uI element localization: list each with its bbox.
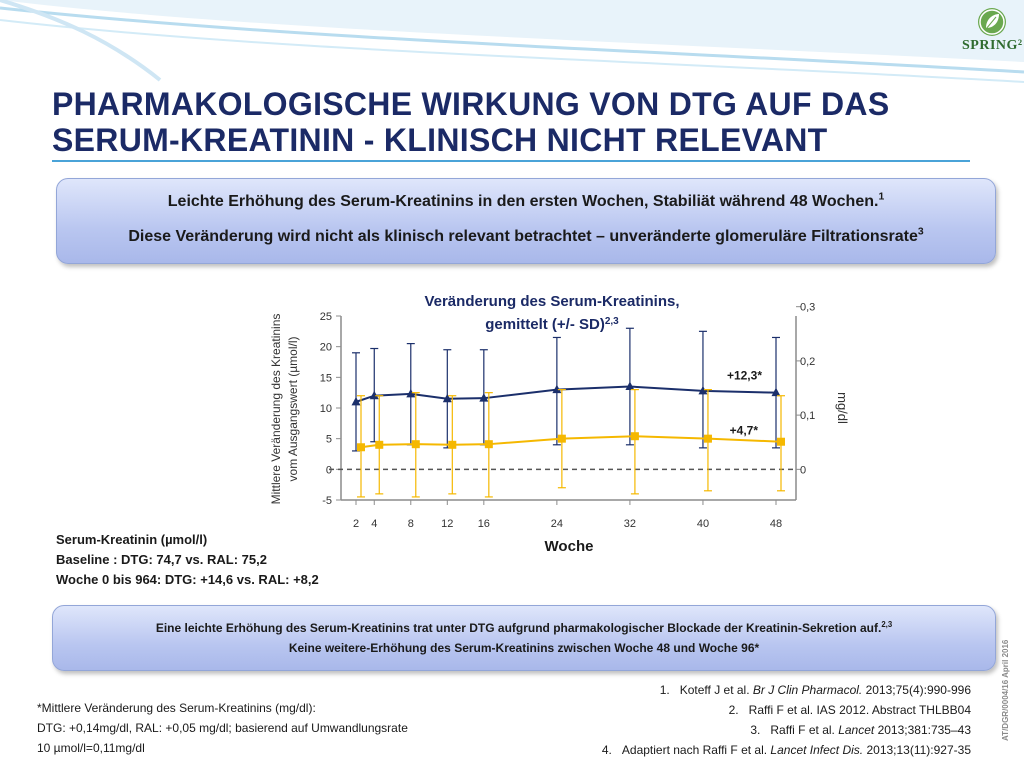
reference-num: 1.: [659, 683, 670, 697]
footnote-line1: *Mittlere Veränderung des Serum-Kreatinins (mg/dl):: [37, 701, 316, 715]
y2-tick-label: 0,3: [800, 301, 816, 314]
conclusion-box: [52, 605, 996, 671]
ral-data-point: [412, 440, 420, 448]
y-tick-label: -5: [322, 495, 332, 507]
key-message-line1-text: Leichte Erhöhung des Serum-Kreatinins in den ersten Wochen, Stabiliät während 48 Wochen.: [167, 193, 879, 210]
ral-data-point: [375, 441, 383, 449]
reference-num: 3.: [750, 723, 761, 737]
reference-journal: Br J Clin Pharmacol.: [752, 683, 863, 697]
reference-journal: Lancet: [838, 723, 875, 737]
reference-item: [602, 700, 971, 720]
reference-item: [602, 680, 971, 700]
reference-item: [602, 720, 971, 740]
summary-line3: Woche 0 bis 964: DTG: +14,6 vs. RAL: +8,2: [56, 572, 319, 587]
footnote: [37, 698, 408, 758]
y-tick-label: 0: [325, 464, 332, 477]
x-tick-label: 12: [441, 518, 454, 530]
y-axis-label-line2: vom Ausgangswert (µmol/l): [286, 336, 300, 482]
ral-data-point: [704, 435, 712, 443]
y-tick-label: 10: [319, 403, 332, 415]
ral-data-point: [357, 443, 365, 451]
y2-tick-label: 0: [800, 464, 807, 477]
x-tick-label: 8: [407, 518, 414, 530]
summary-line2: Baseline : DTG: 74,7 vs. RAL: 75,2: [56, 552, 267, 567]
x-tick-label: 24: [550, 518, 563, 530]
conclusion-line2: Keine weitere-Erhöhung des Serum-Kreatinins zwischen Woche 48 und Woche 96*: [288, 641, 760, 655]
conclusion-line1-text: Eine leichte Erhöhung des Serum-Kreatinins trat unter DTG aufgrund pharmakologischer Blockade der Kreatinin-Sekretion auf.: [155, 621, 882, 635]
chart-title: Veränderung des Serum-Kreatinins,: [424, 293, 680, 310]
ral-series-line: [361, 436, 781, 447]
conclusion-line1-sup: 2,3: [881, 620, 893, 629]
footnote-line2: DTG: +0,14mg/dl, RAL: +0,05 mg/dl; basierend auf Umwandlungsrate: [37, 721, 408, 735]
y2-axis-label: mg/dl: [835, 392, 850, 424]
reference-citation: 2013;381:735–43: [874, 723, 971, 737]
x-tick-label: 4: [371, 518, 378, 530]
reference-citation: 2013;13(11):927-35: [863, 743, 971, 757]
x-tick-label: 2: [352, 518, 360, 530]
ral-data-point: [558, 435, 566, 443]
y-axis-label-line1: Mittlere Veränderung des Kreatinins: [269, 313, 283, 505]
ral-end-label: +4,7*: [729, 423, 758, 438]
summary-line1: Serum-Kreatinin (µmol/l): [56, 532, 208, 547]
reference-citation: 2013;75(4):990-996: [862, 683, 971, 697]
document-code: AT/DGR/0004/16 April 2016: [1001, 639, 1010, 741]
reference-num: 4.: [601, 743, 612, 757]
key-message-line2-text: Diese Veränderung wird nicht als klinisch relevant betrachtet – unveränderte glomeruläre Filtrationsrate: [128, 228, 918, 245]
reference-journal: Lancet Infect Dis.: [770, 743, 864, 757]
ral-data-point: [631, 432, 639, 440]
x-tick-label: 16: [477, 518, 490, 530]
reference-text: Raffi F et al.: [770, 723, 839, 737]
reference-text: Adaptiert nach Raffi F et al.: [621, 743, 771, 757]
x-tick-label: 32: [623, 518, 637, 530]
y-tick-label: 20: [319, 341, 332, 354]
reference-item: [602, 740, 971, 760]
reference-text: Raffi F et al. IAS 2012. Abstract THLBB04: [748, 703, 971, 717]
y-tick-label: 5: [325, 433, 332, 446]
reference-text: Koteff J et al.: [679, 683, 753, 697]
y-tick-label: 25: [319, 311, 332, 323]
ral-data-point: [485, 440, 493, 448]
ral-data-point: [448, 441, 456, 449]
x-axis-label: Woche: [544, 538, 594, 555]
dtg-series-line: [356, 387, 776, 402]
ral-data-point: [777, 438, 785, 446]
x-tick-label: 48: [769, 518, 783, 530]
page-title-line2: SERUM-KREATININ - KLINISCH NICHT RELEVANT: [52, 122, 828, 158]
y2-tick-label: 0,2: [800, 355, 816, 368]
footnote-line3: 10 µmol/l=0,11mg/dl: [37, 741, 145, 755]
conclusion-line1: [53, 621, 995, 635]
baseline-summary: [56, 530, 319, 590]
chart-title-line2: gemittelt (+/- SD)$^{2,3}$: [485, 315, 619, 333]
key-message-line2-sup: 3: [917, 226, 924, 238]
references-list: [602, 680, 971, 760]
y2-tick-label: 0,1: [800, 410, 816, 423]
logo-text: SPRING²: [962, 38, 1023, 53]
dtg-end-label: +12,3*: [726, 368, 762, 383]
x-tick-label: 40: [696, 518, 710, 530]
y-tick-label: 15: [319, 372, 332, 385]
key-message-line1-sup: 1: [878, 191, 885, 203]
reference-num: 2.: [728, 703, 739, 717]
page-title-line1: PHARMAKOLOGISCHE WIRKUNG VON DTG AUF DAS: [52, 86, 890, 122]
